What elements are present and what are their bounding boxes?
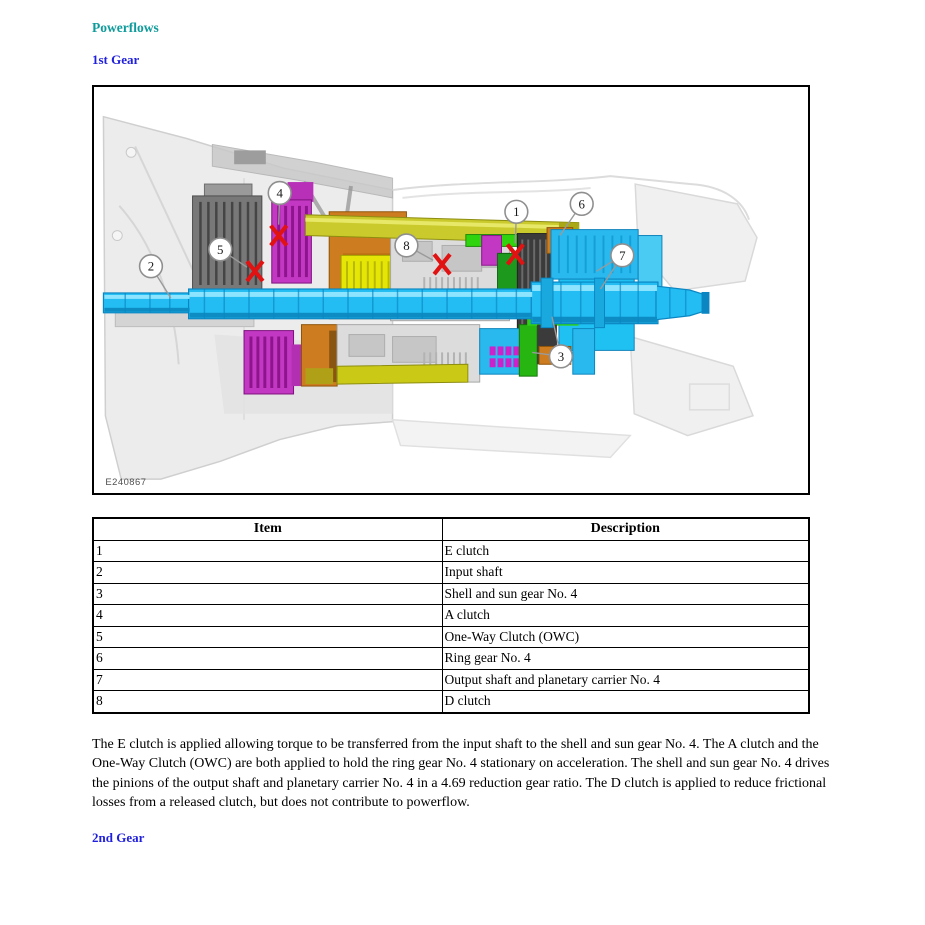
callout-number: 6: [578, 197, 585, 212]
table-row: [93, 626, 809, 648]
description-cell: E clutch: [442, 540, 809, 562]
callout-number: 3: [557, 349, 565, 364]
table-row: [93, 583, 809, 605]
description-cell: Shell and sun gear No. 4: [442, 583, 809, 605]
table-row: [93, 669, 809, 691]
section-title: Powerflows: [92, 20, 159, 35]
green-tall: [519, 325, 537, 376]
table-header-description: Description: [442, 518, 809, 540]
callout-number: 5: [217, 242, 224, 257]
item-cell: 7: [93, 669, 442, 691]
item-cell: 2: [93, 562, 442, 584]
description-cell: Ring gear No. 4: [442, 648, 809, 670]
callout-number: 2: [147, 259, 155, 274]
item-cell: 4: [93, 605, 442, 627]
subsection-title-1st-gear: 1st Gear: [92, 52, 140, 67]
item-cell: 1: [93, 540, 442, 562]
item-cell: 8: [93, 691, 442, 713]
figure-label: E240867: [105, 476, 147, 488]
yellow-lower-strip: [337, 364, 468, 384]
powerflow-table-body: [93, 540, 809, 713]
transmission-cutaway-illustration: [94, 87, 808, 493]
description-cell: D clutch: [442, 691, 809, 713]
description-cell: One-Way Clutch (OWC): [442, 626, 809, 648]
table-row: [93, 691, 809, 713]
body-paragraph: The E clutch is applied allowing torque to be transferred from the input shaft to the shell and sun gear No. 4. The A clutch and the One-Way Clutch (OWC) are both applied to hold the ring gear No. 4 stationary on acceleration. The shell and sun gear No. 4 drives the pinions of the output shaft and planetary carrier No. 4 in a 4.69 reduction gear ratio. The D clutch is applied to reduce frictional losses from a released clutch, but does not contribute to powerflow.: [92, 736, 830, 810]
description-cell: Input shaft: [442, 562, 809, 584]
callout-number: 4: [276, 186, 283, 201]
item-cell: 5: [93, 626, 442, 648]
callout-number: 7: [619, 248, 626, 263]
subsection-title-2nd-gear: 2nd Gear: [92, 829, 145, 845]
table-row: [93, 562, 809, 584]
description-cell: Output shaft and planetary carrier No. 4: [442, 669, 809, 691]
description-cell: A clutch: [442, 605, 809, 627]
table-header-item: Item: [93, 518, 442, 540]
callout-number: 1: [513, 205, 520, 220]
powerflow-table: [92, 517, 810, 714]
table-row: [93, 540, 809, 562]
item-cell: 3: [93, 583, 442, 605]
olive-small: [305, 368, 333, 384]
table-header-row: [93, 518, 809, 540]
shaft-end-cap: [702, 292, 710, 314]
table-row: [93, 605, 809, 627]
powerflow-figure: [92, 85, 810, 495]
blue-lower-right: [573, 329, 595, 375]
callout-number: 8: [403, 238, 410, 253]
item-cell: 6: [93, 648, 442, 670]
table-row: [93, 648, 809, 670]
